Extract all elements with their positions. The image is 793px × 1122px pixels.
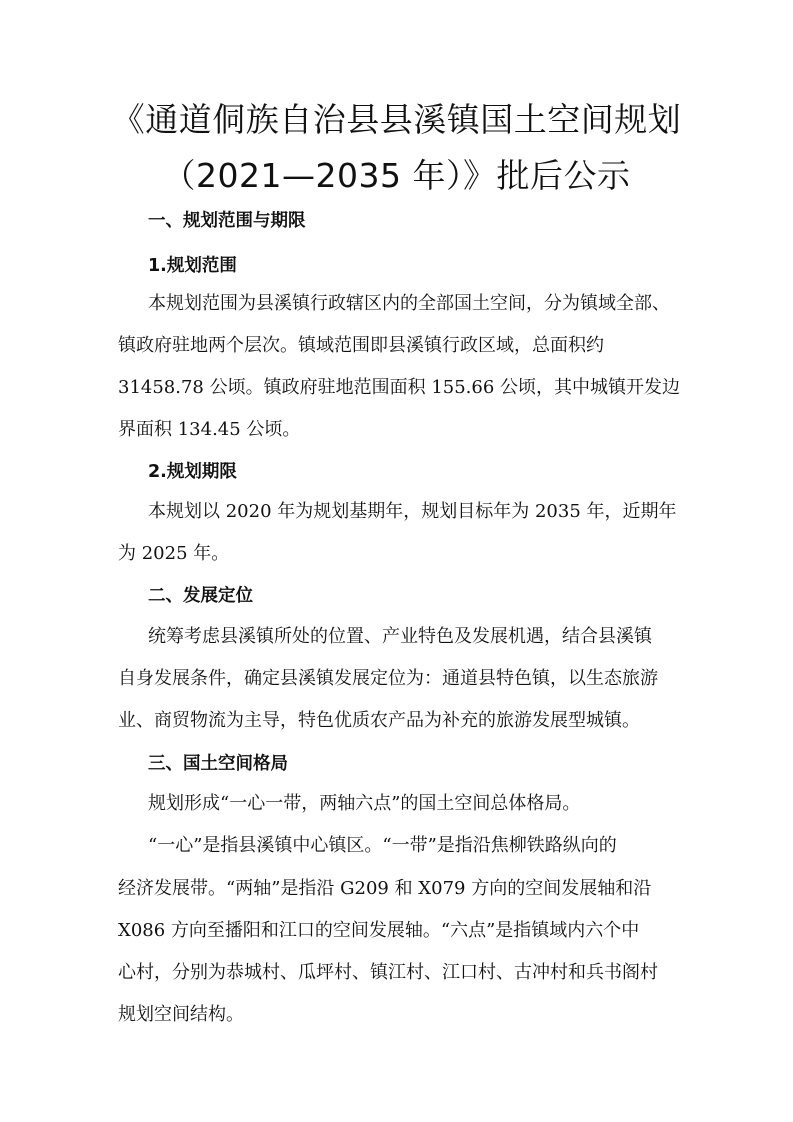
- paragraph-line: 镇政府驻地两个层次。镇域范围即县溪镇行政区域，总面积约: [118, 335, 604, 356]
- paragraph-line: 本规划范围为县溪镇行政辖区内的全部国土空间，分为镇域全部、: [148, 293, 670, 314]
- paragraph-line: 本规划以 2020 年为规划基期年，规划目标年为 2035 年，近期年: [148, 501, 677, 522]
- paragraph-line: 规划空间结构。: [118, 1004, 244, 1025]
- paragraph-line: 为 2025 年。: [118, 543, 230, 564]
- document-title-line-2: （2021—2035 年）》批后公示: [162, 156, 631, 195]
- paragraph-line: 自身发展条件，确定县溪镇发展定位为：通道县特色镇，以生态旅游: [118, 668, 658, 689]
- subsection-heading-scope: 1.规划范围: [148, 256, 237, 276]
- section-heading-spatial-pattern: 三、国土空间格局: [148, 754, 288, 774]
- subsection-heading-period: 2.规划期限: [148, 462, 237, 482]
- section-heading-scope-period: 一、规划范围与期限: [148, 211, 306, 231]
- paragraph-line: 界面积 134.45 公顷。: [118, 419, 301, 440]
- document-title-line-1: 《通道侗族自治县县溪镇国土空间规划: [111, 100, 682, 139]
- paragraph-line: 31458.78 公顷。镇政府驻地范围面积 155.66 公顷，其中城镇开发边: [118, 377, 681, 398]
- paragraph-line: “一心”是指县溪镇中心镇区。“一带”是指沿焦柳铁路纵向的: [148, 835, 617, 856]
- paragraph-line: X086 方向至播阳和江口的空间发展轴。“六点”是指镇域内六个中: [118, 920, 640, 941]
- paragraph-line: 规划形成“一心一带，两轴六点”的国土空间总体格局。: [148, 793, 581, 814]
- paragraph-line: 经济发展带。“两轴”是指沿 G209 和 X079 方向的空间发展轴和沿: [118, 878, 652, 899]
- paragraph-line: 统筹考虑县溪镇所处的位置、产业特色及发展机遇，结合县溪镇: [148, 626, 652, 647]
- section-heading-positioning: 二、发展定位: [148, 586, 253, 606]
- paragraph-line: 业、商贸物流为主导，特色优质农产品为补充的旅游发展型城镇。: [118, 710, 640, 731]
- paragraph-line: 心村，分别为恭城村、瓜坪村、镇江村、江口村、古冲村和兵书阁村: [118, 962, 658, 983]
